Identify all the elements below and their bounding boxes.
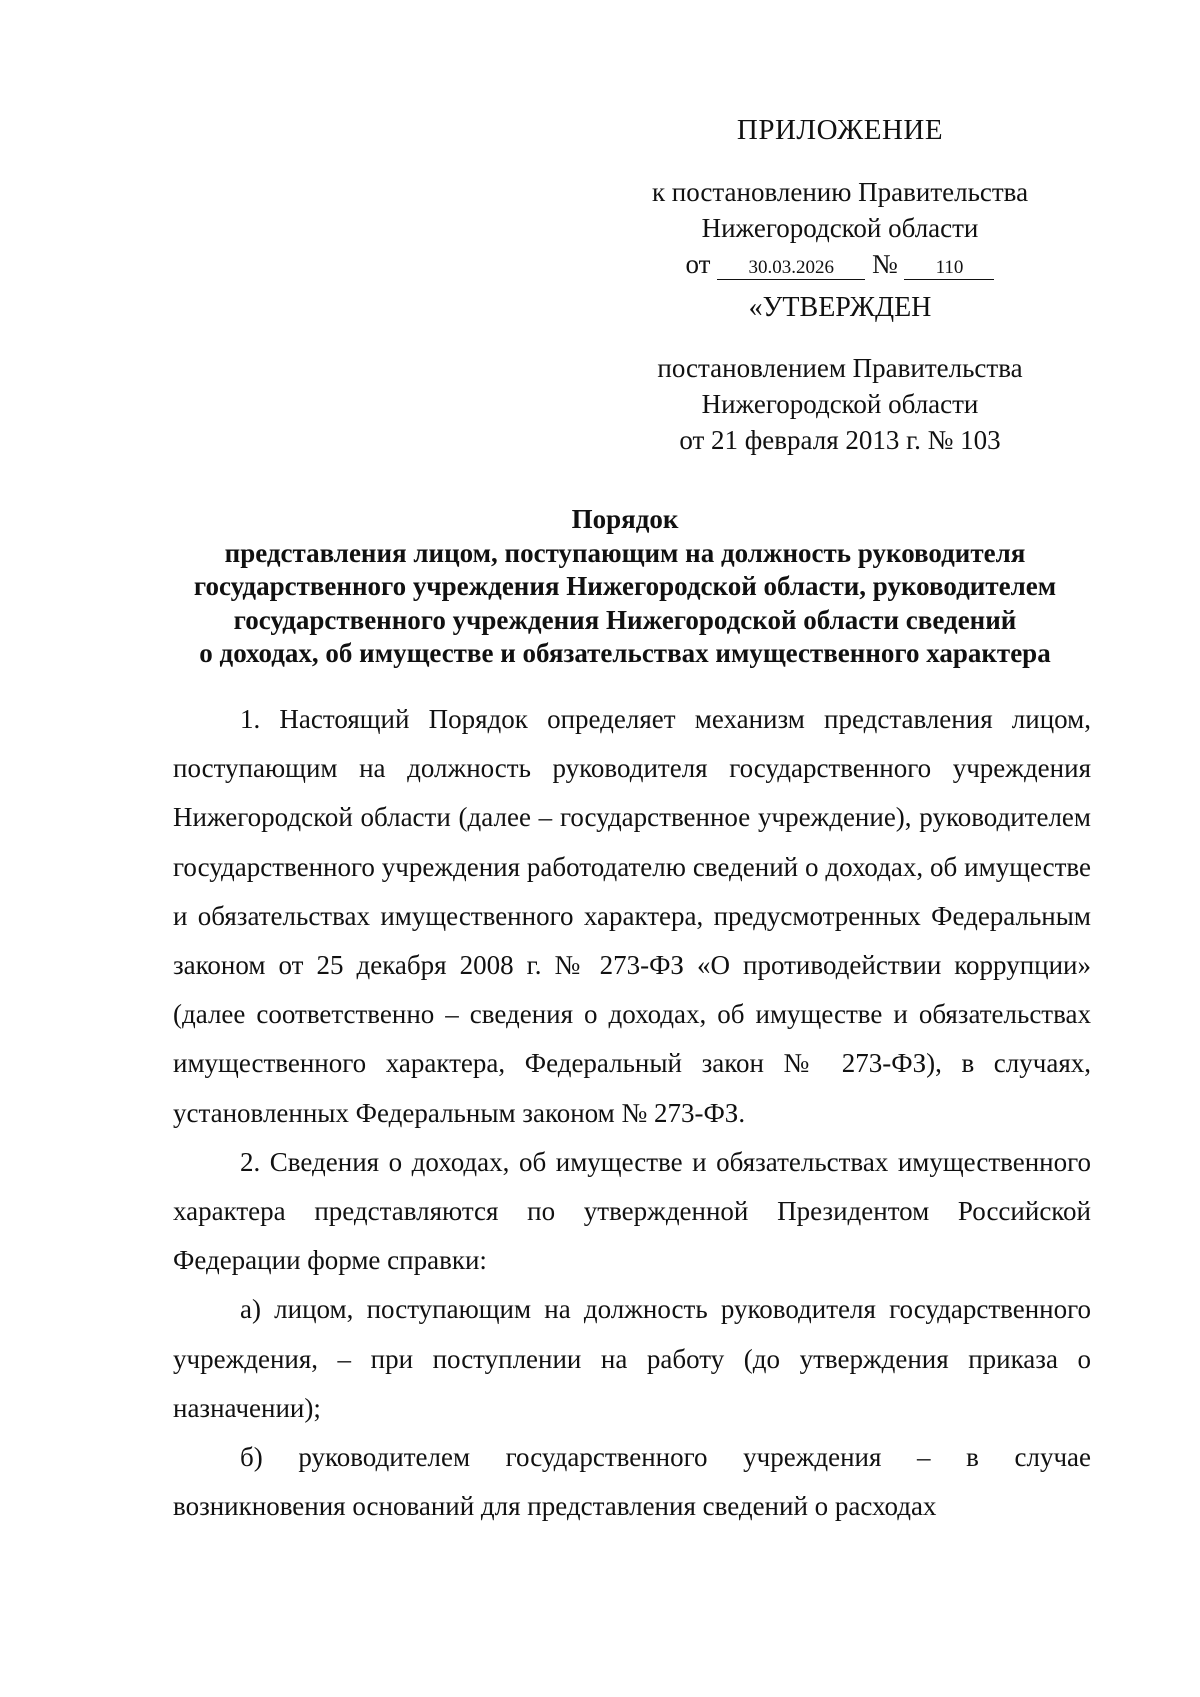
approved-line-1: постановлением Правительства — [657, 353, 1023, 383]
paragraph-2: 2. Сведения о доходах, об имуществе и обязательствах имущественного характера представляются по утвержденной Президентом Российской Федерации форме справки: — [173, 1146, 1091, 1276]
approved-line-3: от 21 февраля 2013 г. № 103 — [679, 425, 1001, 455]
paragraph-3: а) лицом, поступающим на должность руководителя государственного учреждения, – при поступлении на работу (до утверждения приказа о назначении); — [173, 1294, 1091, 1423]
appendix-title: ПРИЛОЖЕНИЕ — [736, 114, 944, 146]
number-sign: № — [871, 249, 898, 279]
paragraph-4: б) руководителем государственного учреждения – в случае возникновения оснований для представления сведений о расходах — [173, 1442, 1091, 1522]
paragraph-1: 1. Настоящий Порядок определяет механизм представления лицом, поступающим на должность руководителя государственного учреждения Нижегородской области (далее – государственное учреждение), руководителем государственного учреждения работодателю сведений о доходах, об имуществе и обязательствах имущественного характера, предусмотренных Федеральным законом от 25 декабря 2008 г. № 273-ФЗ «О противодействии коррупции» (далее соответственно – сведения о доходах, об имуществе и обязательствах имущественного характера, Федеральный закон № 273-ФЗ), в случаях, установленных Федеральным законом № 273-ФЗ. — [173, 704, 1091, 1128]
date-value: 30.03.2026 — [717, 257, 865, 280]
title-line-3: государственного учреждения Нижегородской области, руководителем — [193, 571, 1057, 601]
approved-line-2: Нижегородской области — [701, 389, 979, 419]
approved-title: «УТВЕРЖДЕН — [748, 292, 932, 323]
title-line-2: представления лицом, поступающим на должность руководителя — [224, 537, 1026, 568]
title-line-4: государственного учреждения Нижегородской области сведений — [233, 604, 1017, 635]
appendix-header — [600, 112, 1080, 282]
appendix-date-line — [600, 246, 1080, 282]
approved-header — [600, 290, 1080, 458]
appendix-line-1: к постановлению Правительства — [651, 177, 1029, 207]
appendix-line-2: Нижегородской области — [701, 213, 979, 243]
title-line-1: Порядок — [571, 504, 679, 534]
document-body — [173, 695, 1091, 1531]
number-value: 110 — [904, 257, 994, 280]
date-prefix: от — [685, 249, 711, 279]
document-title — [150, 503, 1100, 671]
title-line-5: о доходах, об имуществе и обязательствах имущественного характера — [199, 638, 1051, 668]
